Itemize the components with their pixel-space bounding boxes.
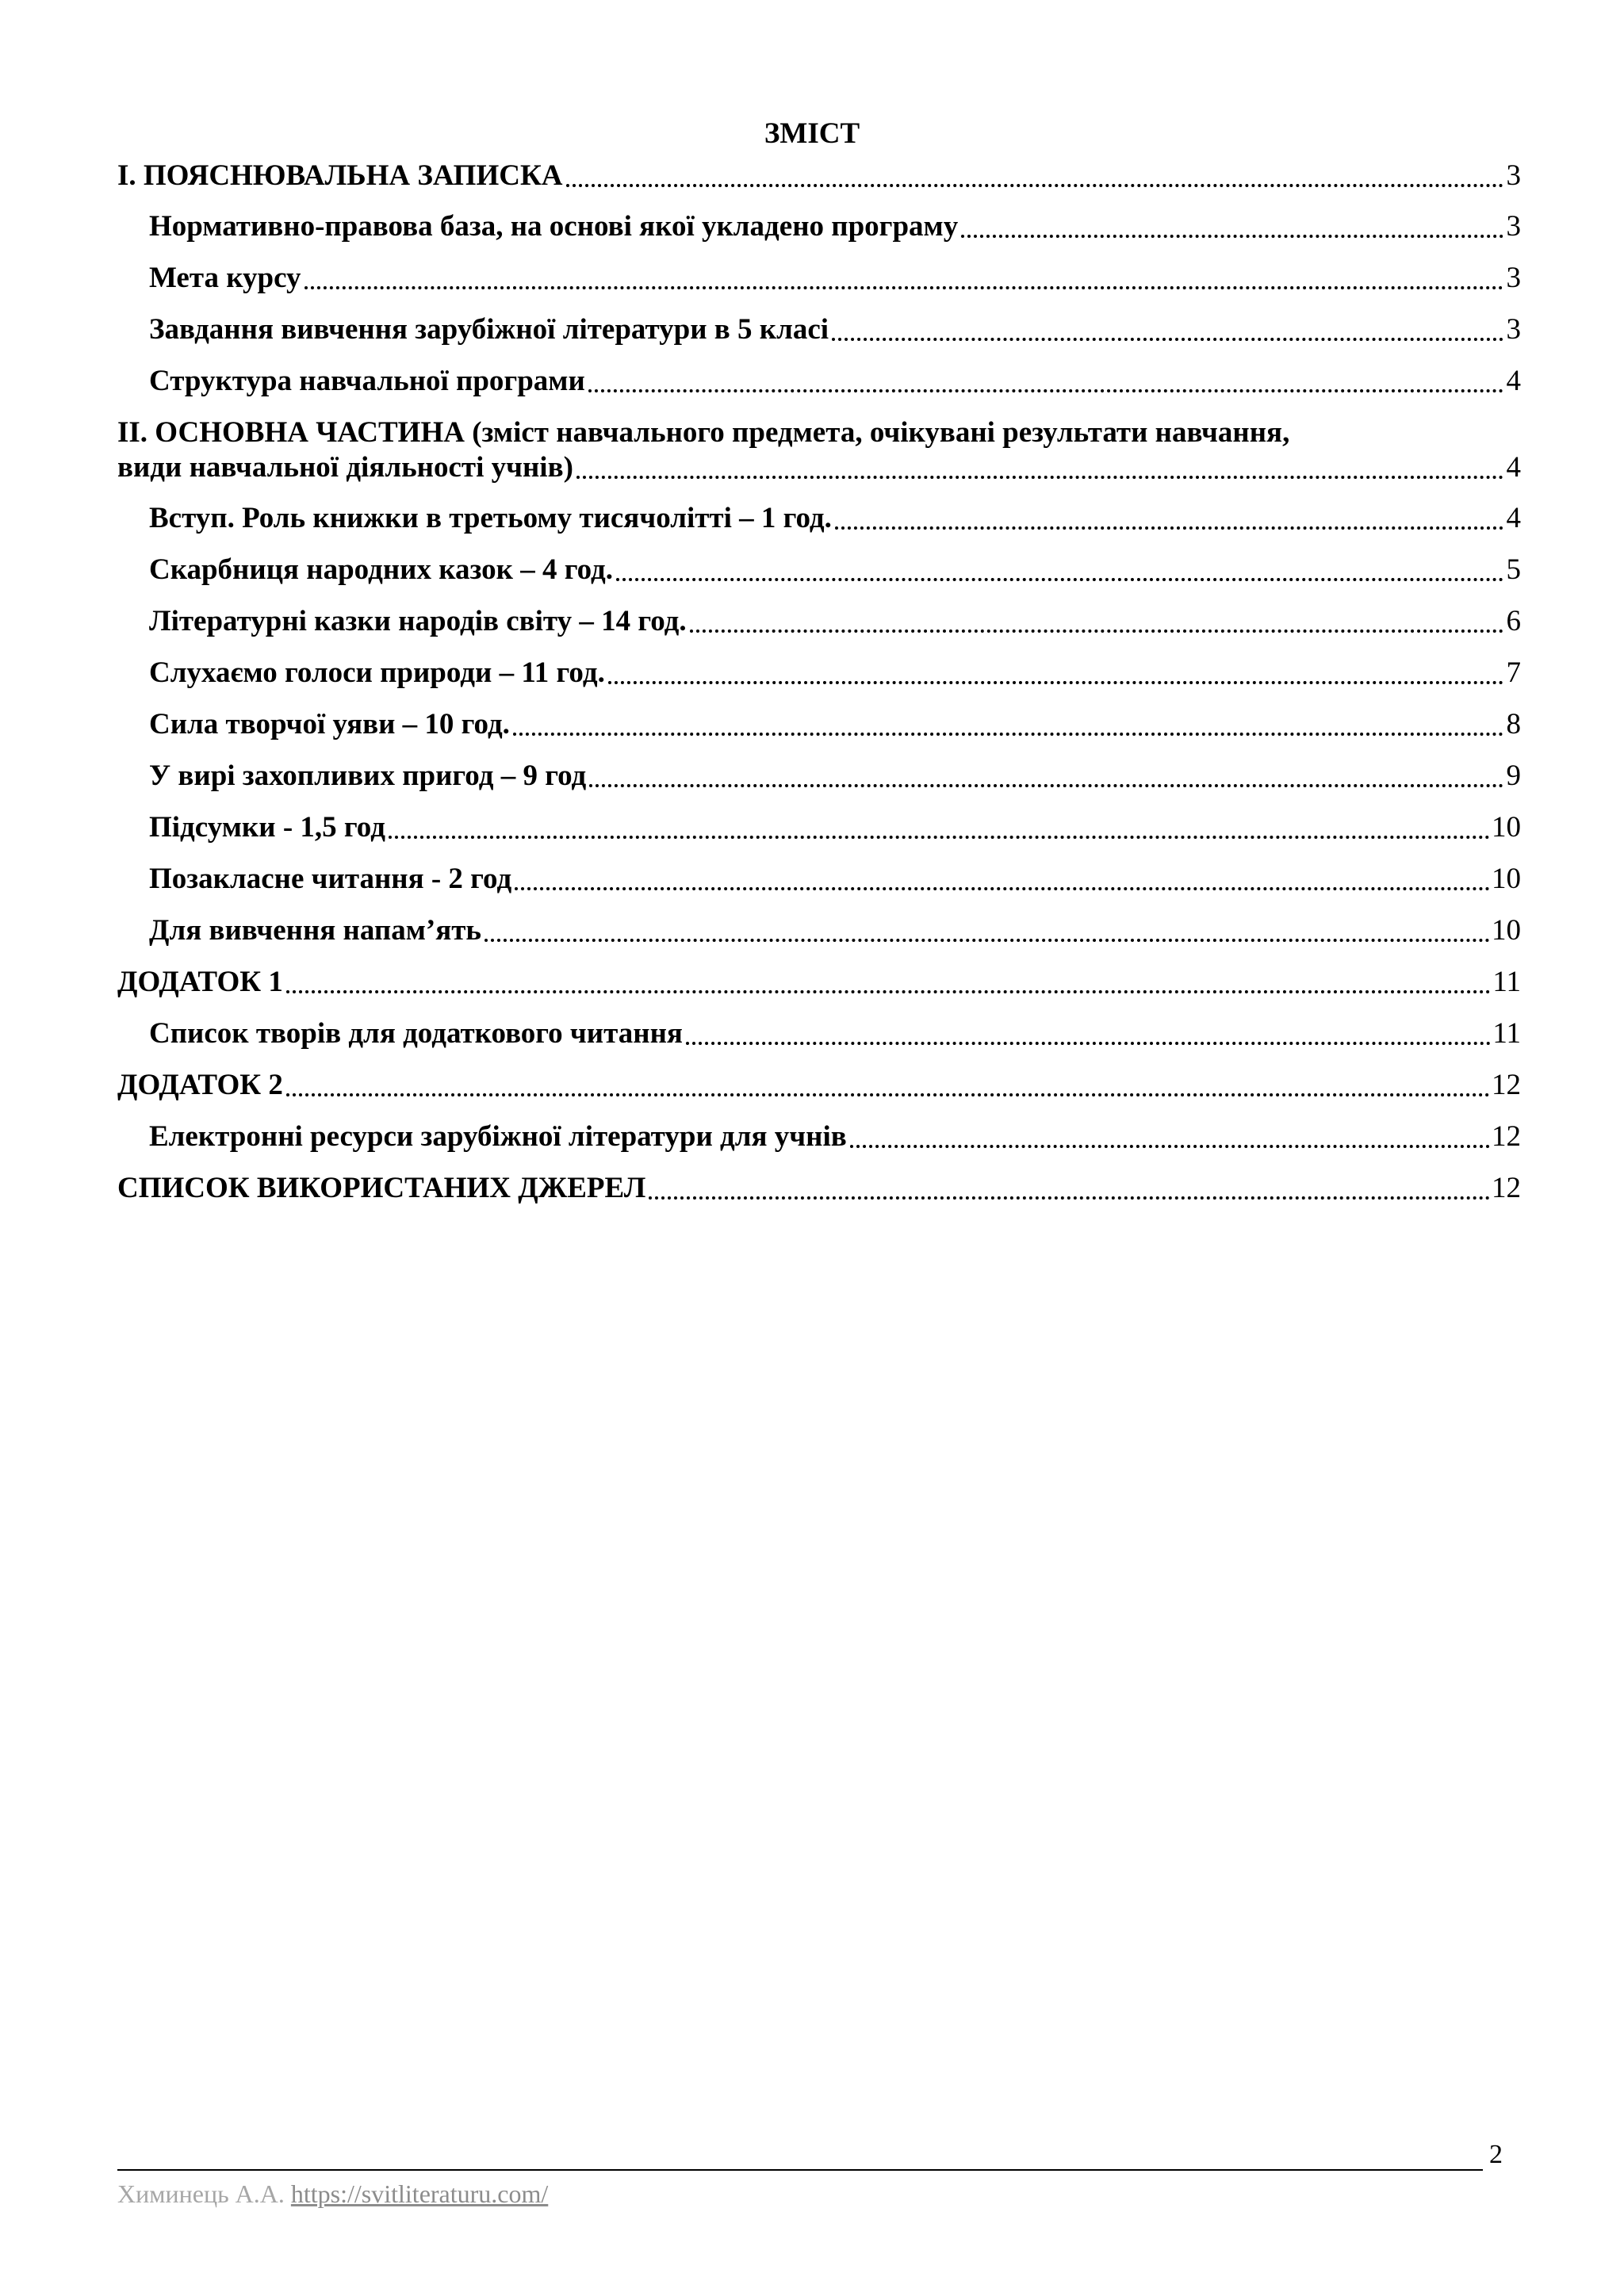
dot-leader xyxy=(304,275,1503,289)
toc-entry-page: 6 xyxy=(1506,605,1521,637)
toc-entry-page: 11 xyxy=(1492,1017,1521,1050)
toc-entry-page: 12 xyxy=(1492,1069,1521,1101)
toc-entry-label: Мета курсу xyxy=(149,262,301,294)
toc-entry-label-line1: II. ОСНОВНА ЧАСТИНА (зміст навчального предмета, очікувані результати навчання, xyxy=(117,416,1290,449)
toc-entry-label: ДОДАТОК 2 xyxy=(117,1069,283,1101)
toc-entry-label: Літературні казки народів світу – 14 год. xyxy=(149,605,687,637)
toc-entry-label: Структура навчальної програми xyxy=(149,365,585,397)
dot-leader xyxy=(576,465,1503,479)
dot-leader xyxy=(616,567,1503,581)
toc-entry-page: 4 xyxy=(1506,502,1521,534)
toc-entry-page: 12 xyxy=(1492,1120,1521,1153)
toc-entry-summary[interactable] xyxy=(149,810,1521,845)
dot-leader xyxy=(832,327,1503,341)
toc-entry-label: Підсумки - 1,5 год xyxy=(149,811,385,844)
toc-entry-page: 9 xyxy=(1506,760,1521,792)
toc-entry-label: Сила творчої уяви – 10 год. xyxy=(149,708,510,740)
toc-entry-page: 8 xyxy=(1506,708,1521,740)
dot-leader xyxy=(961,224,1503,238)
toc-entry-appendix-1[interactable] xyxy=(117,965,1521,1000)
footer-divider xyxy=(117,2169,1483,2171)
toc-title: ЗМІСТ xyxy=(764,117,860,150)
page-number: 2 xyxy=(1489,2140,1503,2169)
toc-entry-course-goal[interactable] xyxy=(149,261,1521,296)
footer-author: Химинець А.А. xyxy=(117,2179,285,2208)
toc-entry-label: Слухаємо голоси природи – 11 год. xyxy=(149,656,605,689)
dot-leader xyxy=(286,979,1491,993)
dot-leader xyxy=(389,825,1490,839)
dot-leader xyxy=(690,618,1503,633)
footer xyxy=(117,2179,548,2209)
toc-entry-label-block xyxy=(117,415,1521,485)
toc-entry-legal-base[interactable] xyxy=(149,209,1521,244)
toc-entry-label: Для вивчення напам’ять xyxy=(149,914,481,947)
dot-leader xyxy=(485,928,1490,942)
toc-entry-label: ДОДАТОК 1 xyxy=(117,966,283,998)
toc-entry-page: 10 xyxy=(1492,863,1521,895)
toc-entry-page: 7 xyxy=(1506,656,1521,689)
toc-entry-intro[interactable] xyxy=(149,501,1521,536)
toc-entry-page: 12 xyxy=(1492,1172,1521,1204)
toc-entry-label: Нормативно-правова база, на основі якої укладено програму xyxy=(149,210,959,243)
toc-entry-nature-voices[interactable] xyxy=(149,656,1521,691)
toc-entry-folk-tales[interactable] xyxy=(149,553,1521,587)
toc-entry-page: 3 xyxy=(1506,313,1521,346)
toc-entry-reading-list[interactable] xyxy=(149,1016,1521,1051)
toc-entry-structure[interactable] xyxy=(149,364,1521,399)
toc-entry-label: Вступ. Роль книжки в третьому тисячолітті – 1 год. xyxy=(149,502,832,534)
toc-entry-section-2[interactable] xyxy=(117,415,1521,485)
toc-entry-adventures[interactable] xyxy=(149,759,1521,794)
dot-leader xyxy=(566,173,1503,187)
toc-entry-label: Скарбниця народних казок – 4 год. xyxy=(149,553,613,586)
toc-entry-extracurricular[interactable] xyxy=(149,862,1521,897)
dot-leader xyxy=(686,1031,1491,1045)
toc-entry-appendix-2[interactable] xyxy=(117,1068,1521,1103)
toc-entry-section-1[interactable] xyxy=(117,159,1521,193)
dot-leader xyxy=(589,773,1503,787)
toc-entry-label: I. ПОЯСНЮВАЛЬНА ЗАПИСКА xyxy=(117,159,563,192)
toc-entry-page: 4 xyxy=(1506,365,1521,397)
toc-entry-label: Завдання вивчення зарубіжної літератури в 5 класі xyxy=(149,313,829,346)
toc-entry-page: 3 xyxy=(1506,159,1521,192)
dot-leader xyxy=(608,670,1503,684)
toc-entry-page: 10 xyxy=(1492,914,1521,947)
toc-entry-page: 3 xyxy=(1506,210,1521,243)
toc-entry-second-row xyxy=(117,450,1521,485)
toc-entry-label: Позакласне читання - 2 год xyxy=(149,863,512,895)
dot-leader xyxy=(286,1082,1490,1096)
toc-entry-label: СПИСОК ВИКОРИСТАНИХ ДЖЕРЕЛ xyxy=(117,1172,646,1204)
toc-entry-tasks[interactable] xyxy=(149,312,1521,347)
toc-entry-page: 5 xyxy=(1506,553,1521,586)
toc-entry-e-resources[interactable] xyxy=(149,1119,1521,1154)
footer-link[interactable]: https://svitliteraturu.com/ xyxy=(290,2179,549,2208)
toc-entry-page: 11 xyxy=(1492,966,1521,998)
dot-leader xyxy=(649,1185,1490,1200)
toc-entry-memorization[interactable] xyxy=(149,913,1521,948)
toc-entry-literary-tales[interactable] xyxy=(149,604,1521,639)
dot-leader xyxy=(835,515,1503,530)
dot-leader xyxy=(850,1134,1490,1148)
toc-entry-bibliography[interactable] xyxy=(117,1171,1521,1206)
toc-entry-label: Електронні ресурси зарубіжної літератури для учнів xyxy=(149,1120,847,1153)
toc-entry-label: Список творів для додаткового читання xyxy=(149,1017,683,1050)
toc-entry-page: 3 xyxy=(1506,262,1521,294)
dot-leader xyxy=(515,876,1490,890)
toc-entry-page: 10 xyxy=(1492,811,1521,844)
dot-leader xyxy=(588,378,1503,392)
dot-leader xyxy=(513,721,1503,736)
toc-entry-imagination[interactable] xyxy=(149,707,1521,742)
toc-entry-label-line2: види навчальної діяльності учнів) xyxy=(117,451,573,484)
toc-entry-label: У вирі захопливих пригод – 9 год xyxy=(149,760,587,792)
toc-entry-page: 4 xyxy=(1506,451,1521,484)
